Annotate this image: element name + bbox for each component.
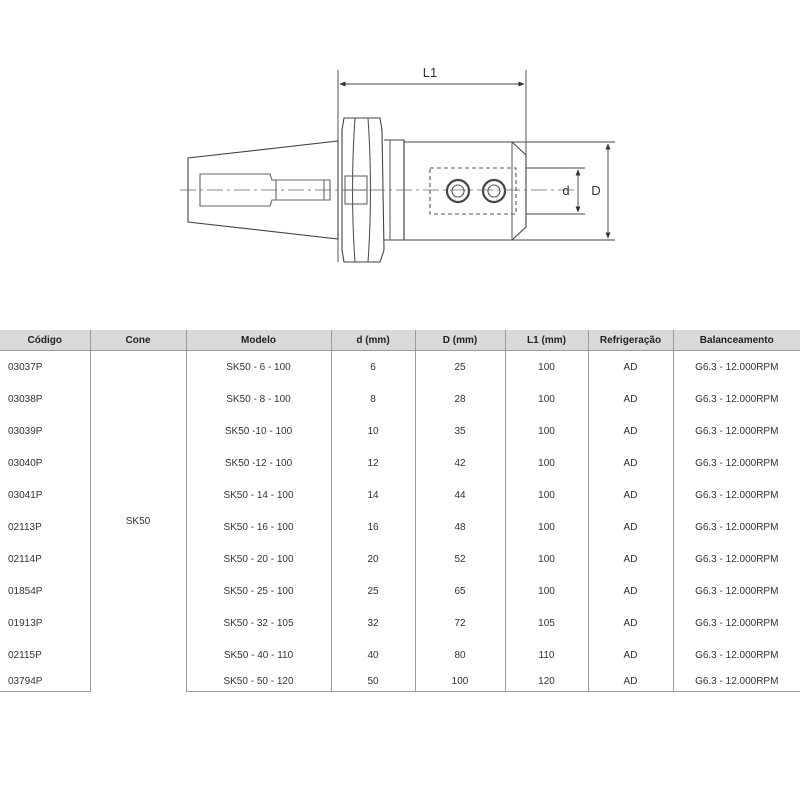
cell-balanceamento: G6.3 - 12.000RPM	[673, 671, 800, 692]
cell-modelo: SK50 - 8 - 100	[186, 383, 331, 415]
cell-d: 6	[331, 351, 415, 384]
cell-D: 52	[415, 543, 505, 575]
cell-modelo: SK50 - 20 - 100	[186, 543, 331, 575]
cell-refrigeracao: AD	[588, 607, 673, 639]
cell-codigo: 03037P	[0, 351, 90, 384]
cell-modelo: SK50 - 16 - 100	[186, 511, 331, 543]
cell-cone: SK50	[90, 351, 186, 692]
dim-d-label: d	[562, 183, 570, 198]
header-d: d (mm)	[331, 330, 415, 351]
header-modelo: Modelo	[186, 330, 331, 351]
cell-D: 72	[415, 607, 505, 639]
cell-balanceamento: G6.3 - 12.000RPM	[673, 479, 800, 511]
cell-refrigeracao: AD	[588, 351, 673, 384]
cell-d: 10	[331, 415, 415, 447]
cell-d: 8	[331, 383, 415, 415]
cell-refrigeracao: AD	[588, 383, 673, 415]
cell-l1: 100	[505, 543, 588, 575]
header-codigo: Código	[0, 330, 90, 351]
cell-refrigeracao: AD	[588, 511, 673, 543]
cell-d: 40	[331, 639, 415, 671]
cell-refrigeracao: AD	[588, 415, 673, 447]
cell-modelo: SK50 - 6 - 100	[186, 351, 331, 384]
cell-l1: 100	[505, 575, 588, 607]
cell-l1: 100	[505, 351, 588, 384]
cell-l1: 110	[505, 639, 588, 671]
header-cone: Cone	[90, 330, 186, 351]
cell-modelo: SK50 - 25 - 100	[186, 575, 331, 607]
cell-balanceamento: G6.3 - 12.000RPM	[673, 415, 800, 447]
cell-codigo: 03038P	[0, 383, 90, 415]
dim-D-label: D	[591, 183, 601, 198]
cell-codigo: 03039P	[0, 415, 90, 447]
cell-d: 14	[331, 479, 415, 511]
cell-D: 80	[415, 639, 505, 671]
cell-codigo: 03041P	[0, 479, 90, 511]
cell-balanceamento: G6.3 - 12.000RPM	[673, 543, 800, 575]
cell-modelo: SK50 - 50 - 120	[186, 671, 331, 692]
spec-table	[0, 330, 800, 692]
header-balanceamento: Balanceamento	[673, 330, 800, 351]
header-refrigeracao: Refrigeração	[588, 330, 673, 351]
cell-codigo: 03040P	[0, 447, 90, 479]
cell-codigo: 01854P	[0, 575, 90, 607]
cell-balanceamento: G6.3 - 12.000RPM	[673, 575, 800, 607]
cell-codigo: 01913P	[0, 607, 90, 639]
cell-refrigeracao: AD	[588, 479, 673, 511]
cell-l1: 100	[505, 479, 588, 511]
cell-modelo: SK50 - 32 - 105	[186, 607, 331, 639]
cell-d: 20	[331, 543, 415, 575]
cell-d: 16	[331, 511, 415, 543]
cell-l1: 100	[505, 447, 588, 479]
bore-slot	[430, 168, 516, 214]
cell-refrigeracao: AD	[588, 671, 673, 692]
cell-D: 48	[415, 511, 505, 543]
cell-balanceamento: G6.3 - 12.000RPM	[673, 639, 800, 671]
cell-D: 65	[415, 575, 505, 607]
screw-2	[483, 180, 505, 202]
cell-modelo: SK50 -12 - 100	[186, 447, 331, 479]
cell-D: 100	[415, 671, 505, 692]
cell-refrigeracao: AD	[588, 447, 673, 479]
cell-D: 44	[415, 479, 505, 511]
cell-refrigeracao: AD	[588, 575, 673, 607]
cell-D: 42	[415, 447, 505, 479]
cell-modelo: SK50 - 40 - 110	[186, 639, 331, 671]
header-l1: L1 (mm)	[505, 330, 588, 351]
cell-balanceamento: G6.3 - 12.000RPM	[673, 607, 800, 639]
cell-d: 12	[331, 447, 415, 479]
cell-modelo: SK50 - 14 - 100	[186, 479, 331, 511]
cell-d: 32	[331, 607, 415, 639]
cell-refrigeracao: AD	[588, 543, 673, 575]
tool-holder-drawing	[0, 0, 800, 300]
cell-balanceamento: G6.3 - 12.000RPM	[673, 447, 800, 479]
cell-balanceamento: G6.3 - 12.000RPM	[673, 511, 800, 543]
cell-codigo: 02113P	[0, 511, 90, 543]
table-header-row	[0, 330, 800, 351]
cell-refrigeracao: AD	[588, 639, 673, 671]
cell-l1: 100	[505, 383, 588, 415]
table-row	[0, 351, 800, 384]
cell-d: 50	[331, 671, 415, 692]
screw-1	[447, 180, 469, 202]
cell-l1: 105	[505, 607, 588, 639]
cell-codigo: 02115P	[0, 639, 90, 671]
cell-codigo: 02114P	[0, 543, 90, 575]
cell-l1: 100	[505, 511, 588, 543]
cell-D: 35	[415, 415, 505, 447]
dim-l1-label: L1	[422, 65, 438, 80]
body-outline	[404, 142, 526, 240]
cell-modelo: SK50 -10 - 100	[186, 415, 331, 447]
cell-D: 28	[415, 383, 505, 415]
cell-l1: 120	[505, 671, 588, 692]
cell-codigo: 03794P	[0, 671, 90, 692]
cell-d: 25	[331, 575, 415, 607]
cell-D: 25	[415, 351, 505, 384]
cell-balanceamento: G6.3 - 12.000RPM	[673, 383, 800, 415]
cell-balanceamento: G6.3 - 12.000RPM	[673, 351, 800, 384]
cell-l1: 100	[505, 415, 588, 447]
header-D: D (mm)	[415, 330, 505, 351]
